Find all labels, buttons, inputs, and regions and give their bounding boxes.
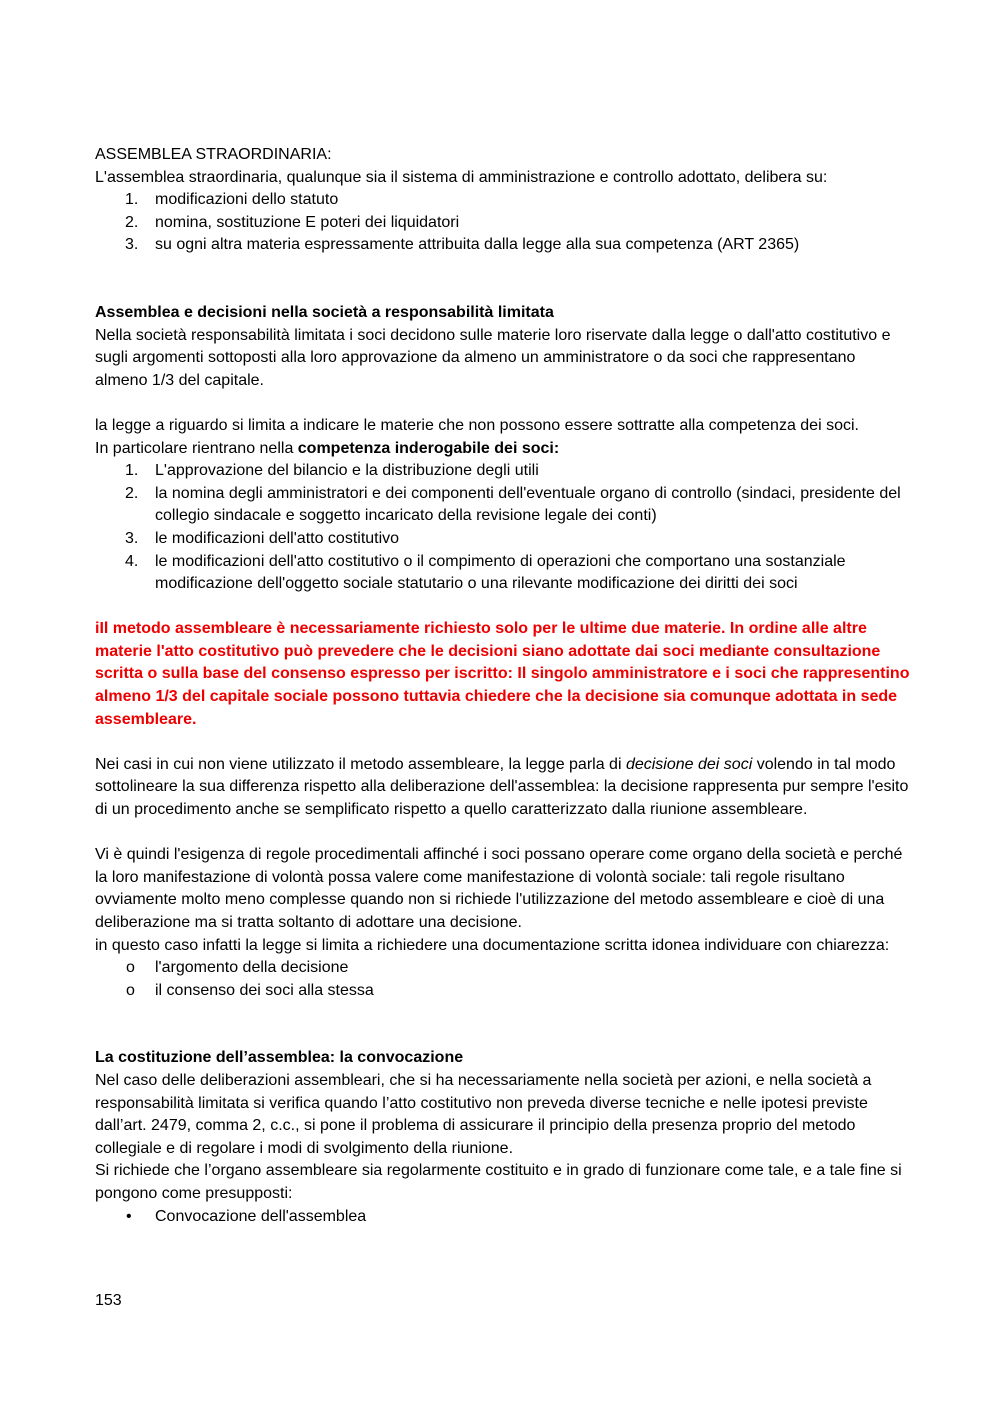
list-item — [95, 189, 910, 212]
paragraph: Vi è quindi l'esigenza di regole procedimentali affinché i soci possano operare come organo della società e perché la loro manifestazione di volontà possa valere come manifestazione di volontà sociale: tali regole risultano ovviamente molto meno complesse quando non si richiede l'utilizzazione del metodo assembleare e cioè di una deliberazione ma si tratta soltanto di adottare una decisione. — [95, 846, 903, 931]
section-title-convocazione: La costituzione dell’assemblea: la convocazione — [95, 1049, 464, 1067]
bold-text: competenza inderogabile dei soci: — [297, 439, 560, 457]
paragraph: Nel caso delle deliberazioni assembleari, che si ha necessariamente nella società per azioni, e nella società a responsabilità limitata si verifica quando l’atto costitutivo non preveda diverse tecniche e nelle ipotesi previste dall’art. 2479, comma 2, c.c., si pone il problema di assicurare il principio della presenza proprio del metodo collegiale e di regolare i modi di svolgimento della riunione. — [95, 1071, 872, 1157]
bullet-marker: • — [126, 1207, 132, 1225]
paragraph — [95, 754, 910, 822]
paragraph — [95, 438, 910, 461]
bullet-marker: o — [126, 981, 135, 999]
numbered-list — [95, 460, 910, 596]
bullet-marker: o — [126, 959, 135, 977]
list-item-text: la nomina degli amministratori e dei componenti dell'eventuale organo di controllo (sindaci, presidente del collegio sindacale e soggetto incaricato della revisione legale dei conti) — [155, 484, 901, 525]
list-item-text: il consenso dei soci alla stessa — [155, 981, 374, 999]
list-number: 1. — [125, 191, 139, 209]
paragraph: L'assemblea straordinaria, qualunque sia il sistema di amministrazione e controllo adottato, delibera su: — [95, 168, 828, 186]
list-item — [95, 212, 910, 235]
list-number: 2. — [125, 484, 139, 502]
list-number: 1. — [125, 462, 139, 480]
italic-text: decisione dei soci — [625, 755, 753, 773]
list-item-text: su ogni altra materia espressamente attribuita dalla legge alla sua competenza (ART 2365) — [155, 236, 800, 254]
bullet-list — [95, 957, 910, 1002]
list-item-text: L'approvazione del bilancio e la distribuzione degli utili — [155, 462, 539, 480]
highlighted-paragraph: iIl metodo assembleare è necessariamente richiesto solo per le ultime due materie. In ordine alle altre materie l'atto costitutivo può prevedere che le decisioni siano adottate dai soci mediante consultazione scritta o sulla base del consenso espresso per iscritto: Il singolo amministratore e i soci che rappresentino almeno 1/3 del capitale sociale possono tuttavia chiedere che la decisione sia comunque adottata in sede assembleare. — [95, 620, 910, 728]
paragraph: la legge a riguardo si limita a indicare le materie che non possono essere sottratte alla competenza dei soci. — [95, 416, 859, 434]
paragraph: Nella società responsabilità limitata i soci decidono sulle materie loro riservate dalla legge o dall'atto costitutivo e sugli argomenti sottoposti alla loro approvazione da almeno un amministratore o da soci che rappresentano almeno 1/3 del capitale. — [95, 326, 891, 389]
list-number: 2. — [125, 213, 139, 231]
list-item — [95, 1206, 910, 1229]
list-item-text: le modificazioni dell'atto costitutivo o il compimento di operazioni che comportano una sostanziale modificazione dell'oggetto sociale statutario o una rilevante modificazione dei diritti dei soci — [155, 552, 846, 593]
list-item-text: le modificazioni dell'atto costitutivo — [155, 529, 400, 547]
list-number: 3. — [125, 529, 139, 547]
numbered-list — [95, 189, 910, 257]
page-number: 153 — [95, 1292, 122, 1309]
list-item — [95, 957, 910, 980]
list-item — [95, 483, 910, 528]
list-item-text: nomina, sostituzione E poteri dei liquidatori — [155, 213, 460, 231]
section-title-straordinaria: ASSEMBLEA STRAORDINARIA: — [95, 146, 332, 163]
list-item — [95, 460, 910, 483]
section-title-srl: Assemblea e decisioni nella società a responsabilità limitata — [95, 303, 554, 321]
list-item-text: Convocazione dell'assemblea — [155, 1207, 367, 1225]
list-item — [95, 980, 910, 1003]
list-number: 4. — [125, 552, 139, 570]
list-item — [95, 551, 910, 596]
list-item — [95, 234, 910, 257]
list-item — [95, 528, 910, 551]
text-run: volendo in tal modo sottolineare la sua differenza rispetto alla deliberazione dell'assemblea: la decisione rappresenta pur sempre l'esito di un procedimento anche se semplificato rispetto a quello caratterizzato dalla riunione assembleare. — [95, 755, 909, 819]
text-run: Nei casi in cui non viene utilizzato il metodo assembleare, la legge parla di — [95, 755, 626, 773]
bullet-list — [95, 1206, 910, 1229]
list-item-text: modificazioni dello statuto — [155, 191, 339, 209]
paragraph: Si richiede che l’organo assembleare sia regolarmente costituito e in grado di funzionare come tale, e a tale fine si pongono come presupposti: — [95, 1162, 902, 1202]
paragraph: in questo caso infatti la legge si limita a richiedere una documentazione scritta idonea individuare con chiarezza: — [95, 936, 890, 954]
list-item-text: l'argomento della decisione — [155, 959, 349, 977]
list-number: 3. — [125, 236, 139, 254]
text-run: In particolare rientrano nella — [95, 439, 298, 457]
page-content — [95, 144, 910, 1228]
